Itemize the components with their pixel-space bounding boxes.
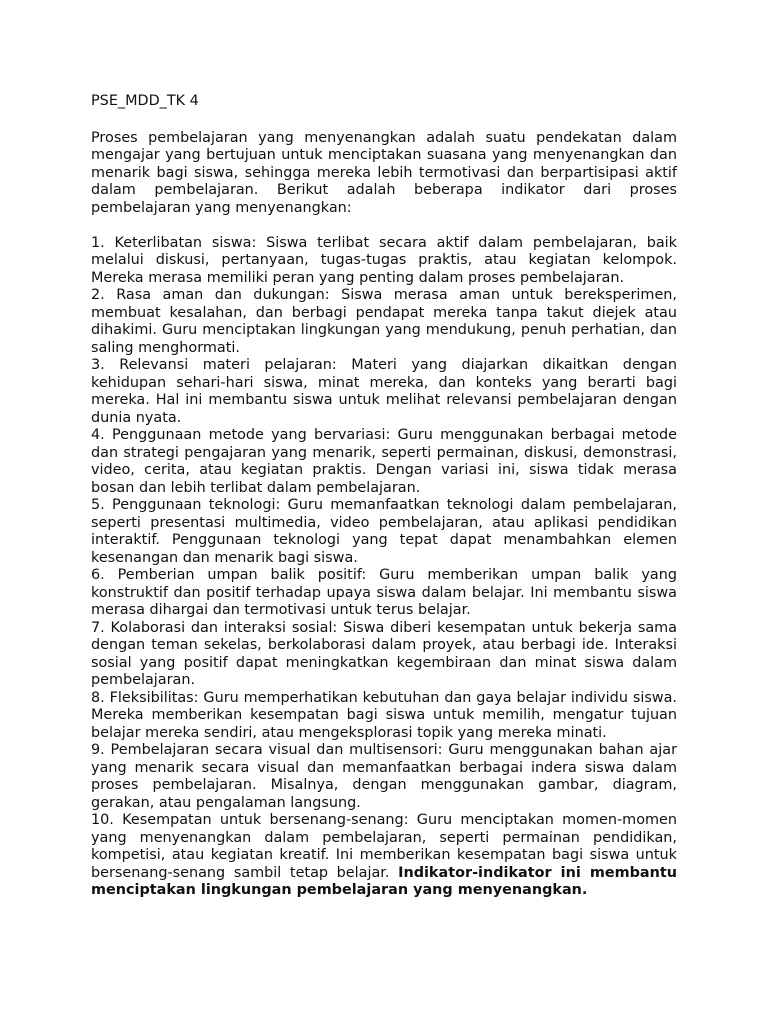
list-item: 3. Relevansi materi pelajaran: Materi yang diajarkan dikaitkan dengan kehidupan sehari-hari siswa, minat mereka, dan konteks yang berarti bagi mereka. Hal ini membantu siswa untuk melihat relevansi pembelajaran dengan dunia nyata. xyxy=(91,357,677,426)
list-item-last xyxy=(91,812,677,900)
list-item: 5. Penggunaan teknologi: Guru memanfaatkan teknologi dalam pembelajaran, seperti presentasi multimedia, video pembelajaran, atau aplikasi pendidikan interaktif. Penggunaan teknologi yang tepat dapat menambahkan elemen kesenangan dan menarik bagi siswa. xyxy=(91,497,677,566)
list-item: 9. Pembelajaran secara visual dan multisensori: Guru menggunakan bahan ajar yang menarik secara visual dan memanfaatkan berbagai indera siswa dalam proses pembelajaran. Misalnya, dengan menggunakan gambar, diagram, gerakan, atau pengalaman langsung. xyxy=(91,742,677,811)
list-item: 6. Pemberian umpan balik positif: Guru memberikan umpan balik yang konstruktif dan positif terhadap upaya siswa dalam belajar. Ini membantu siswa merasa dihargai dan termotivasi untuk terus belajar. xyxy=(91,567,677,618)
list-item: 8. Fleksibilitas: Guru memperhatikan kebutuhan dan gaya belajar individu siswa. Mereka memberikan kesempatan bagi siswa untuk memilih, mengatur tujuan belajar mereka sendiri, atau mengeksplorasi topik yang mereka minati. xyxy=(91,689,677,741)
list-item-text: 10. Kesempatan untuk bersenang-senang: Guru menciptakan momen-momen yang menyenangkan dalam pembelajaran, seperti permainan pendidikan, kompetisi, atau kegiatan kreatif. Ini memberikan kesempatan bagi siswa untuk bersenang-senang sambil tetap belajar. xyxy=(91,812,677,881)
intro-paragraph: Proses pembelajaran yang menyenangkan adalah suatu pendekatan dalam mengajar yang bertujuan untuk menciptakan suasana yang menyenangkan dan menarik bagi siswa, sehingga mereka lebih termotivasi dan berpartisipasi aktif dalam pembelajaran. Berikut adalah beberapa indikator dari proses pembelajaran yang menyenangkan: xyxy=(91,129,677,216)
document-title: PSE_MDD_TK 4 xyxy=(91,93,199,109)
list-item: 4. Penggunaan metode yang bervariasi: Guru menggunakan berbagai metode dan strategi pengajaran yang menarik, seperti permainan, diskusi, demonstrasi, video, cerita, atau kegiatan praktis. Dengan variasi ini, siswa tidak merasa bosan dan lebih terlibat dalam pembelajaran. xyxy=(91,427,677,496)
conclusion-text: Indikator-indikator ini membantu menciptakan lingkungan pembelajaran yang menyenangkan. xyxy=(91,864,677,898)
list-item: 7. Kolaborasi dan interaksi sosial: Siswa diberi kesempatan untuk bekerja sama dengan teman sekelas, berkolaborasi dalam proyek, atau berbagi ide. Interaksi sosial yang positif dapat meningkatkan kegembiraan dan minat siswa dalam pembelajaran. xyxy=(91,619,677,688)
list-item: 2. Rasa aman dan dukungan: Siswa merasa aman untuk bereksperimen, membuat kesalahan, dan berbagi pendapat mereka tanpa takut diejek atau dihakimi. Guru menciptakan lingkungan yang mendukung, penuh perhatian, dan saling menghormati. xyxy=(91,287,677,356)
list-item: 1. Keterlibatan siswa: Siswa terlibat secara aktif dalam pembelajaran, baik melalui diskusi, pertanyaan, tugas-tugas praktis, atau kegiatan kelompok. Mereka merasa memiliki peran yang penting dalam proses pembelajaran. xyxy=(91,234,677,286)
